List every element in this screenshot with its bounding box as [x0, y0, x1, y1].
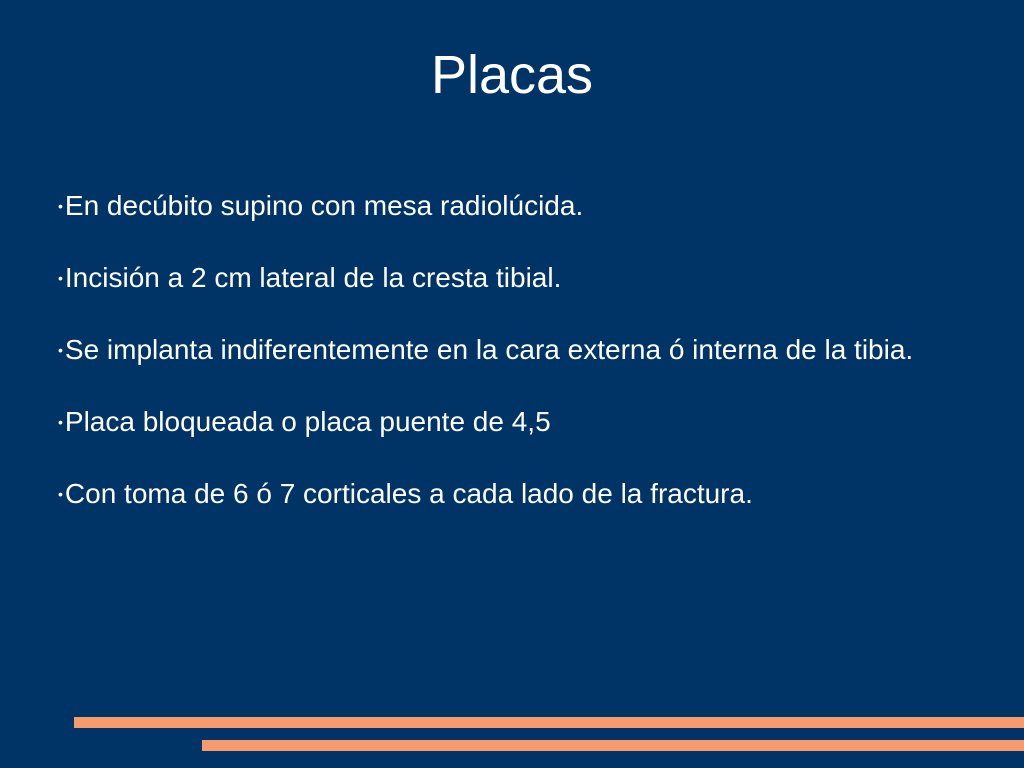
bullet-marker: •	[58, 198, 63, 214]
bullet-item	[58, 404, 958, 444]
bullet-marker: •	[58, 486, 63, 502]
bullet-text: En decúbito supino con mesa radiolúcida.	[64, 190, 584, 221]
bullet-text: Con toma de 6 ó 7 corticales a cada lado de la fractura.	[64, 478, 753, 509]
accent-stripe-top	[74, 717, 1024, 728]
slide-title: Placas	[430, 45, 594, 105]
bullet-item	[58, 332, 958, 372]
bullet-marker: •	[58, 414, 63, 430]
accent-stripe-bottom	[202, 740, 1024, 751]
bullet-marker: •	[58, 342, 63, 358]
bullet-text: Se implanta indiferentemente en la cara externa ó interna de la tibia.	[64, 334, 914, 365]
bullet-text: Incisión a 2 cm lateral de la cresta tibial.	[64, 262, 562, 293]
bullet-item	[58, 476, 958, 516]
bullet-marker: •	[58, 270, 63, 286]
bullet-list	[58, 188, 958, 548]
bullet-item	[58, 188, 958, 228]
bullet-item	[58, 260, 958, 300]
bullet-text: Placa bloqueada o placa puente de 4,5	[64, 406, 551, 437]
